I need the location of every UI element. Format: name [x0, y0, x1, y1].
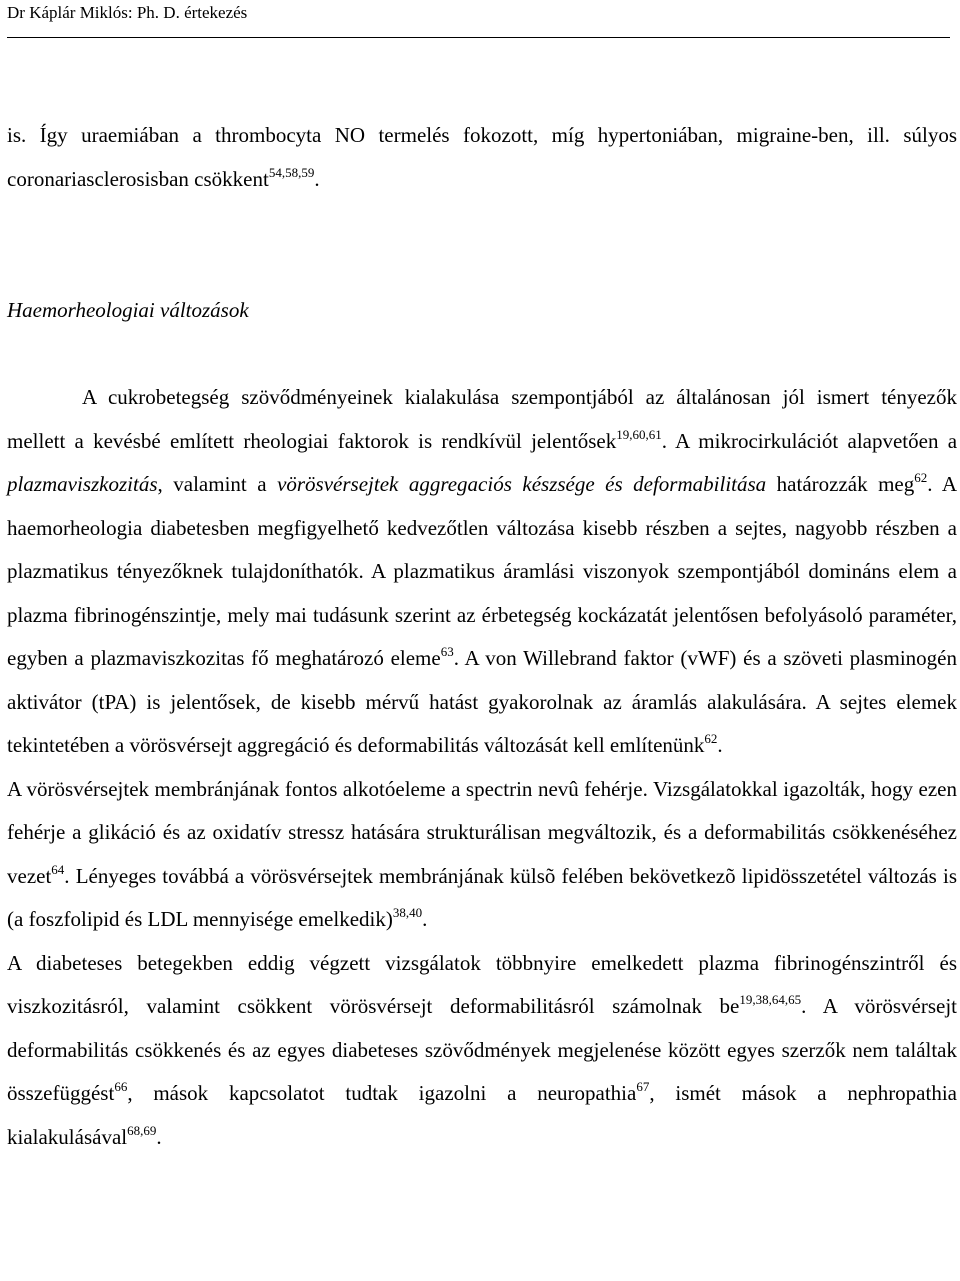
intro-paragraph — [7, 114, 957, 201]
text-run: . A von Willebrand faktor (vWF) és a szöveti plasminogén aktivátor (tPA) is jelentősek, de kisebb mérvű hatást gyakorolnak az áramlás alakulására. A sejtes elemek tekintetében a vörösvérsejt aggregáció és deformabilitás változását kell említenünk — [7, 646, 957, 757]
intro-tail: . — [314, 166, 320, 191]
intro-text: is. Így uraemiában a thrombocyta NO termelés fokozott, míg hypertoniában, migraine-ben, ill. súlyos coronariasclerosisban csökkent — [7, 123, 957, 191]
citation: 54,58,59 — [268, 164, 315, 180]
text-run: . A haemorheologia diabetesben megfigyelhető kedvezőtlen változása kisebb részben a sejtes, nagyobb részben a plazmatikus tényezőknek tulajdoníthatók. A plazmatikus áramlási viszonyok szempontjából domináns elem a plazma fibrinogénszintje, mely mai tudásunk szerint az érbetegség kockázatát jelentősen befolyásoló paraméter, egyben a plazmaviszkozitas fő meghatározó eleme — [7, 472, 958, 670]
text-run: , ismét mások a nephropathia kialakulásával — [7, 1081, 957, 1149]
section-heading: Haemorheologiai változások — [7, 298, 249, 322]
paragraph-2 — [7, 768, 957, 942]
text-run: . — [422, 907, 428, 931]
text-run: . A vörösvérsejt deformabilitás csökkenés és az egyes diabeteses szövődmények megjelenése között egyes szerzők nem találtak összefüggést — [7, 994, 957, 1105]
citation: 63 — [440, 644, 454, 659]
header-rule — [7, 37, 950, 38]
citation: 64 — [51, 861, 65, 877]
citation: 19,38,64,65 — [739, 992, 802, 1007]
citation: 62 — [704, 731, 718, 746]
emphasis: plazmaviszkozitás — [7, 472, 158, 496]
paragraph-1 — [7, 376, 957, 768]
text-run: A diabeteses betegekben eddig végzett vizsgálatok többnyire emelkedett plazma fibrinogénszintről és viszkozitásról, valamint csökkent vörösvérsejt deformabilitásról számolnak be — [7, 950, 957, 1018]
main-text — [7, 376, 957, 1159]
citation: 19,60,61 — [616, 426, 662, 442]
text-run: , mások kapcsolatot tudtak igazolni a neuropathia — [127, 1081, 637, 1105]
paragraph-3 — [7, 942, 957, 1160]
citation: 62 — [914, 470, 928, 485]
text-run: , valamint a — [157, 472, 278, 496]
citation: 68,69 — [127, 1122, 157, 1138]
running-header: Dr Káplár Miklós: Ph. D. értekezés — [7, 3, 248, 22]
citation: 38,40 — [392, 905, 423, 920]
citation: 67 — [636, 1079, 650, 1094]
text-run: . A mikrocirkulációt alapvetően a — [661, 428, 958, 453]
citation: 66 — [114, 1079, 128, 1094]
text-run: . Lényeges továbbá a vörösvérsejtek membránjának külsõ felében bekövetkezõ lipidösszetétel változás is (a foszfolipid és LDL mennyisége emelkedik) — [7, 863, 957, 931]
text-run: határozzák meg — [766, 472, 915, 496]
emphasis: vörösvérsejtek aggregaciós készsége és deformabilitása — [277, 472, 767, 496]
text-run: . — [156, 1124, 162, 1149]
text-run: A cukrobetegség szövődményeinek kialakulása szempontjából az általánosan jól ismert tényezők mellett a kevésbé említett rheologiai faktorok is rendkívül jelentősek — [7, 385, 957, 453]
text-run: . — [717, 733, 723, 757]
text-run: A vörösvérsejtek membránjának fontos alkotóeleme a spectrin nevû fehérje. Vizsgálatokkal igazolták, hogy ezen fehérje a glikáció és az oxidatív stressz hatására strukturálisan megváltozik, és a deformabilitás csökkenéséhez vezet — [7, 776, 957, 888]
